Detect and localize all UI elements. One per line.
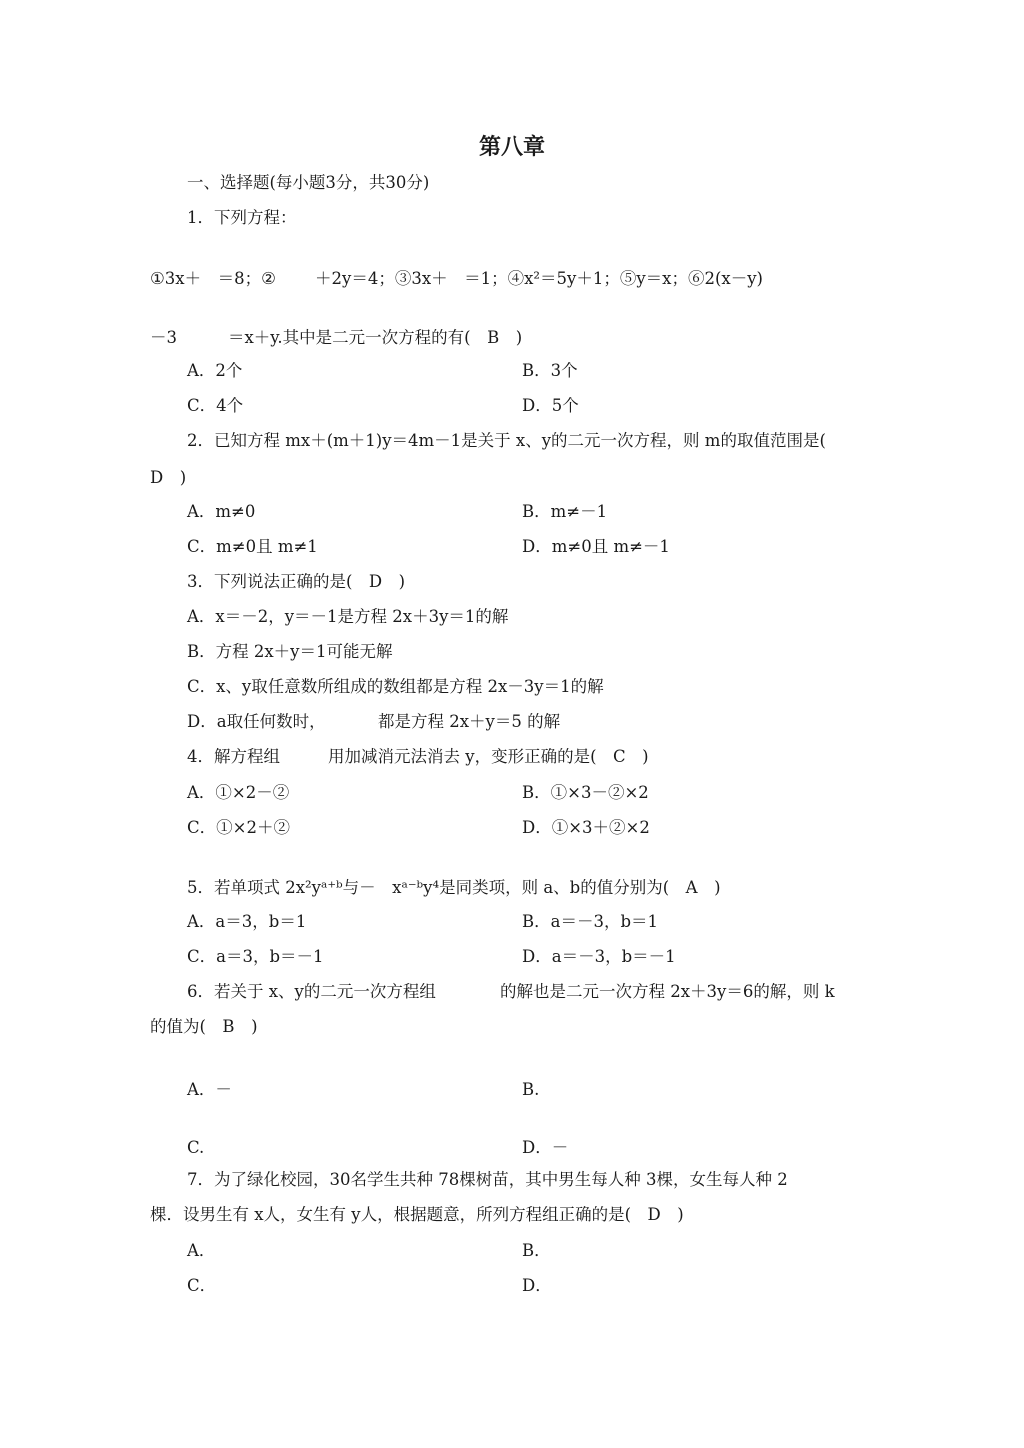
q5-option-a: A．a＝3，b＝1 xyxy=(187,912,307,931)
q7-stem-line2: 棵．设男生有 x人，女生有 y人，根据题意，所列方程组正确的是( D ) xyxy=(150,1205,684,1224)
q4-stem-part2: 用加减消元法消去 y，变形正确的是( C ) xyxy=(328,747,649,766)
q5-option-c: C．a＝3，b＝－1 xyxy=(187,947,324,966)
q3-stem: 3．下列说法正确的是( D ) xyxy=(187,572,406,591)
q1-option-b: B．3个 xyxy=(522,361,578,380)
q2-option-d: D．m≠0且 m≠－1 xyxy=(522,537,670,556)
q7-stem-line1: 7．为了绿化校园，30名学生共种 78棵树苗，其中男生每人种 3棵，女生每人种 2 xyxy=(187,1170,788,1189)
q7-option-a: A． xyxy=(187,1241,216,1260)
q1-equations-d: ＝x＋y.其中是二元一次方程的有( B ) xyxy=(228,328,523,347)
q1-option-d: D．5个 xyxy=(522,396,579,415)
q1-option-c: C．4个 xyxy=(187,396,244,415)
q1-stem: 1．下列方程： xyxy=(187,208,297,227)
q7-option-d: D． xyxy=(522,1276,552,1295)
q6-option-a: A．－ xyxy=(187,1080,232,1099)
q1-equations-c: －3 xyxy=(150,328,177,347)
q3-option-b: B．方程 2x＋y＝1可能无解 xyxy=(187,642,393,661)
q5-stem: 5．若单项式 2x²yᵃ⁺ᵇ与－ xᵃ⁻ᵇy⁴是同类项，则 a、b的值分别为( A ) xyxy=(187,878,721,897)
q1-option-a: A．2个 xyxy=(187,361,243,380)
q7-option-b: B． xyxy=(522,1241,551,1260)
q1-equations-a: ①3x＋ ＝8；② xyxy=(150,269,276,288)
q4-option-d: D．①×3＋②×2 xyxy=(522,818,650,837)
q6-stem-part1: 6．若关于 x、y的二元一次方程组 xyxy=(187,982,436,1001)
q3-option-a: A．x＝－2，y＝－1是方程 2x＋3y＝1的解 xyxy=(187,607,509,626)
q2-option-a: A．m≠0 xyxy=(187,502,256,521)
q2-option-c: C．m≠0且 m≠1 xyxy=(187,537,318,556)
q2-option-b: B．m≠－1 xyxy=(522,502,608,521)
q2-stem: 2．已知方程 mx＋(m＋1)y＝4m－1是关于 x、y的二元一次方程，则 m的取值范围是( xyxy=(187,431,826,450)
q2-answer: D ) xyxy=(150,468,187,487)
q4-option-b: B．①×3－②×2 xyxy=(522,783,649,802)
q6-option-d: D．－ xyxy=(522,1138,569,1157)
q6-stem-part2: 的解也是二元一次方程 2x＋3y＝6的解，则 k xyxy=(500,982,835,1001)
q4-option-c: C．①×2＋② xyxy=(187,818,290,837)
q1-equations-b: ＋2y＝4；③3x＋ ＝1；④x²＝5y＋1；⑤y＝x；⑥2(x－y) xyxy=(315,269,763,288)
q6-stem-part3: 的值为( B ) xyxy=(150,1017,258,1036)
page-title: 第八章 xyxy=(478,134,545,160)
q5-option-b: B．a＝－3，b＝1 xyxy=(522,912,659,931)
q5-option-d: D．a＝－3，b＝－1 xyxy=(522,947,676,966)
q4-option-a: A．①×2－② xyxy=(187,783,290,802)
q3-option-d-part2: 都是方程 2x＋y＝5 的解 xyxy=(378,712,561,731)
q7-option-c: C． xyxy=(187,1276,217,1295)
q3-option-c: C．x、y取任意数所组成的数组都是方程 2x－3y＝1的解 xyxy=(187,677,604,696)
q3-option-d-part1: D．a取任何数时， xyxy=(187,712,326,731)
q4-stem-part1: 4．解方程组 xyxy=(187,747,280,766)
q6-option-c: C. xyxy=(187,1138,205,1157)
section-heading: 一、选择题(每小题3分，共30分) xyxy=(187,173,430,192)
q6-option-b: B. xyxy=(522,1080,540,1099)
